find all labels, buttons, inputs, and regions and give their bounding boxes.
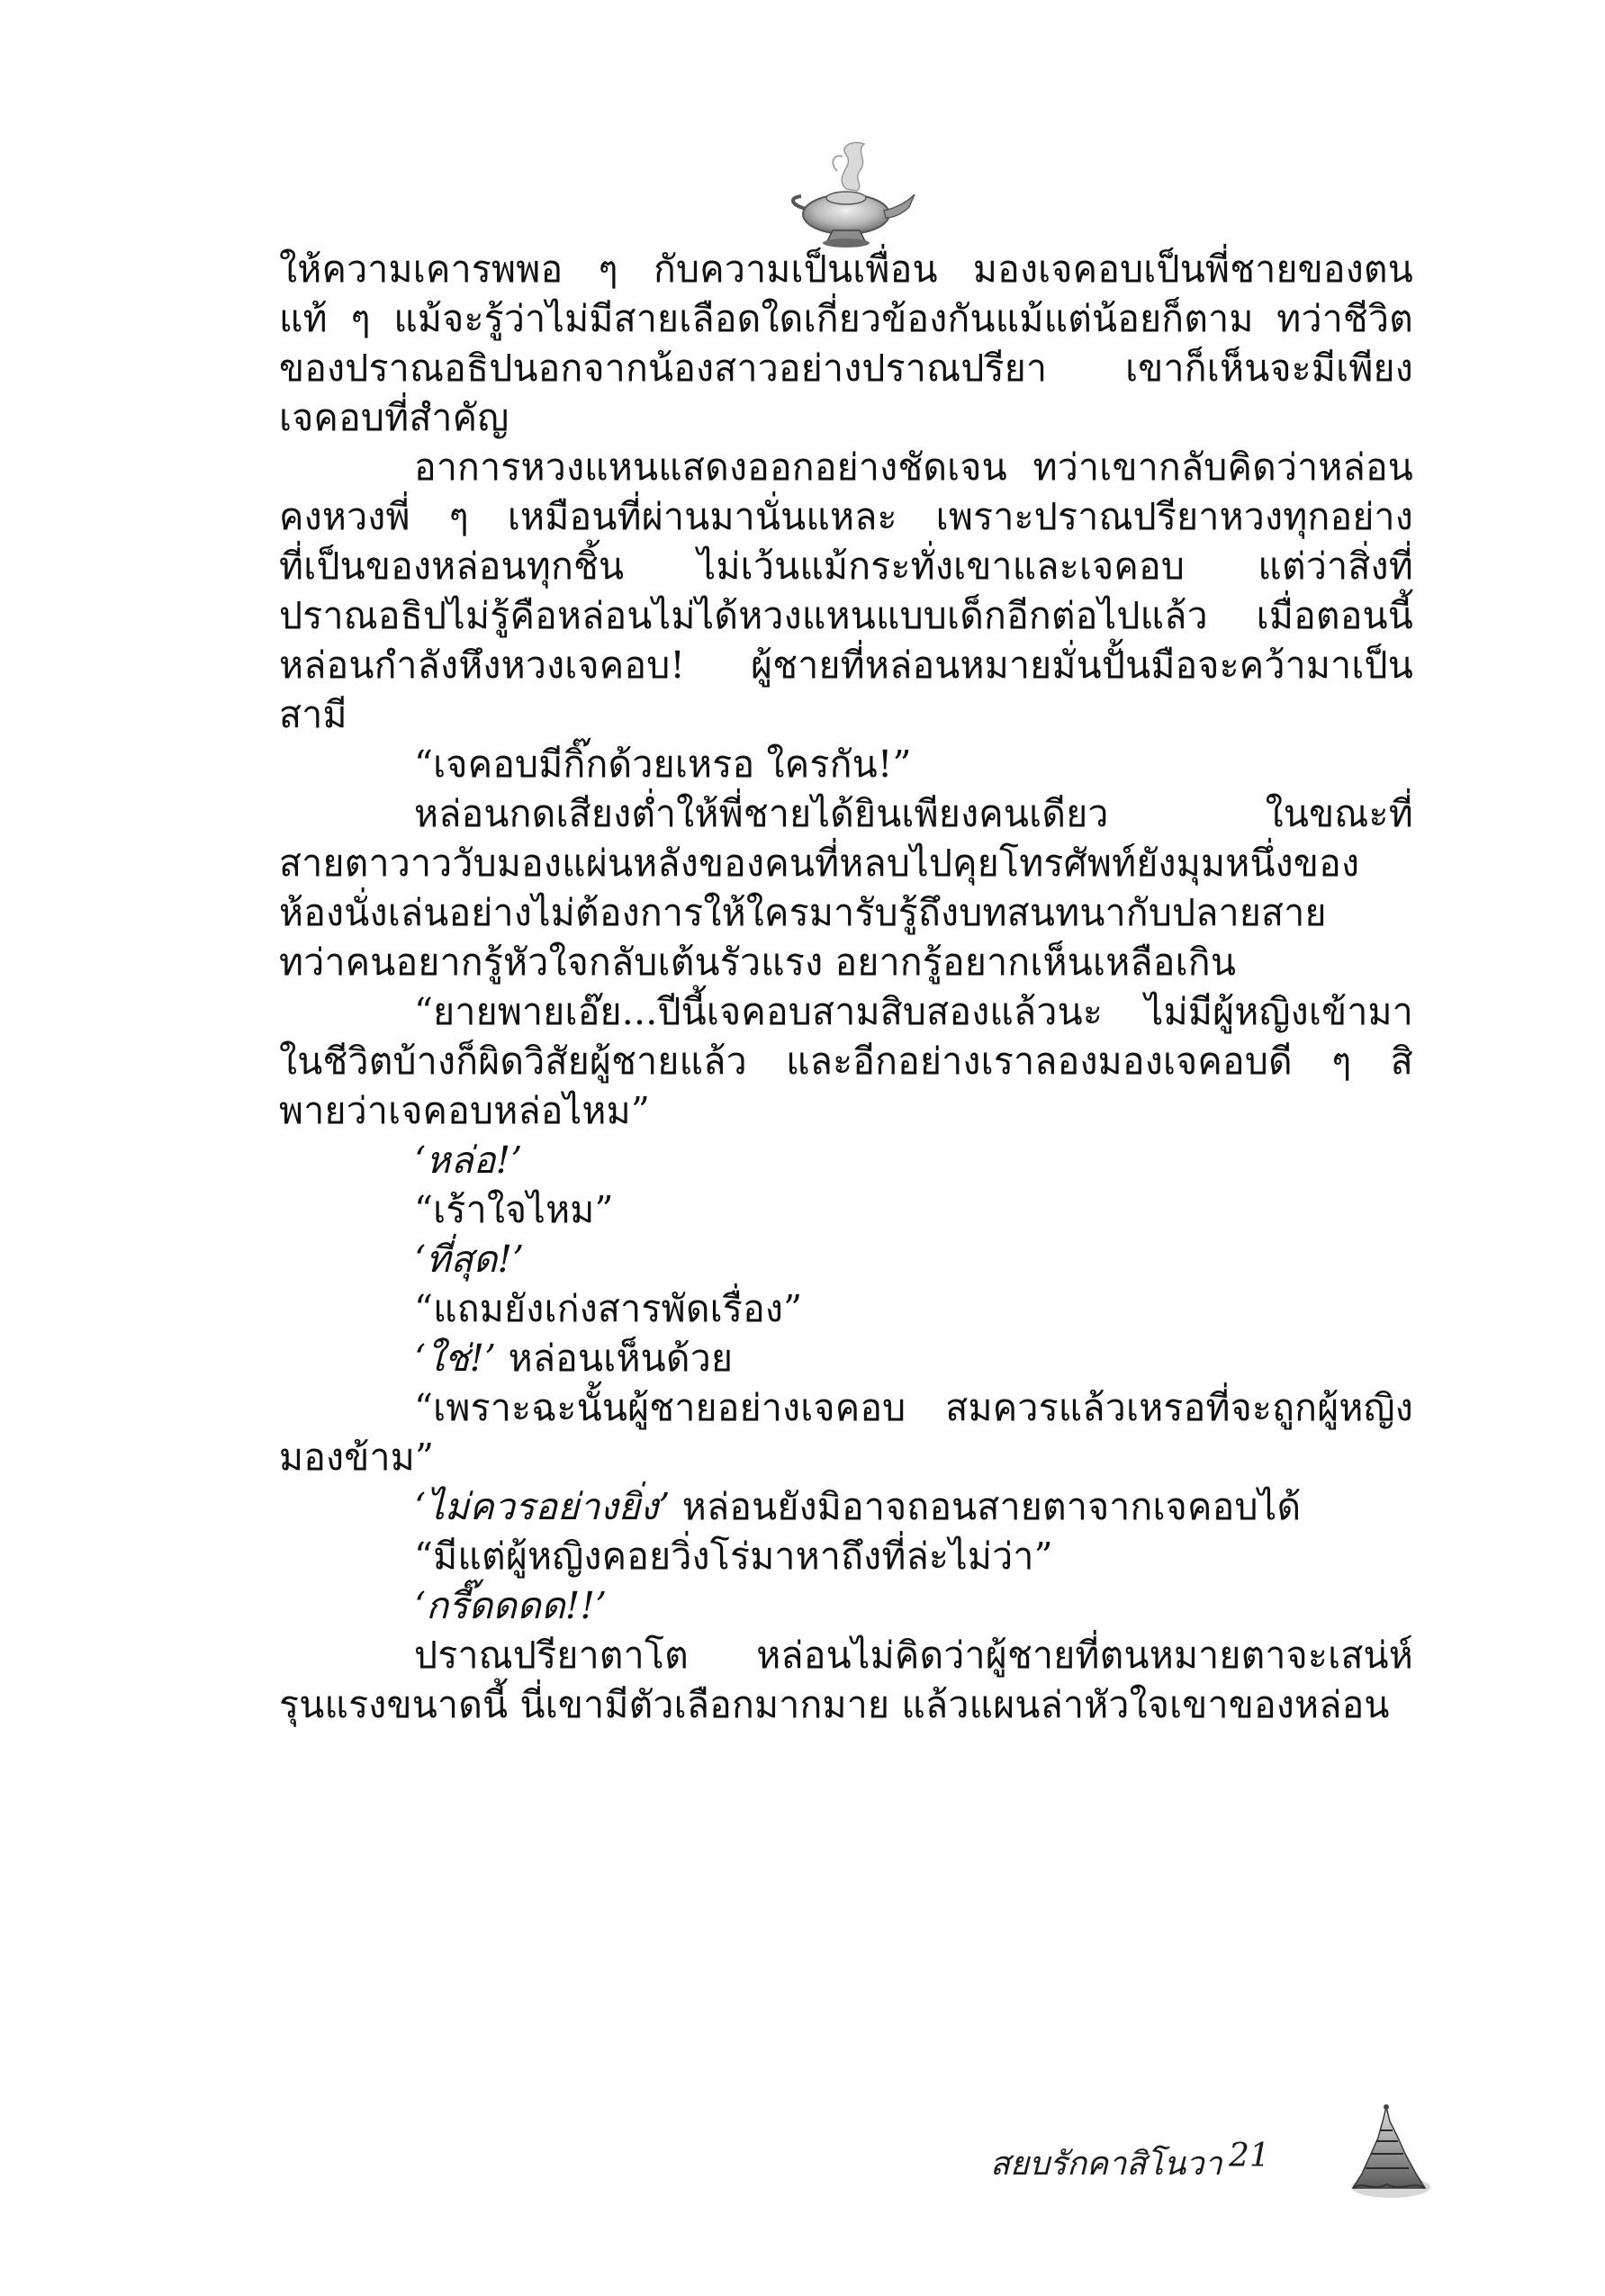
text-line (279, 245, 1413, 294)
text-line (279, 591, 1413, 641)
text-line (279, 1136, 1413, 1185)
line-text: ให้ความเคารพพอ ๆ กับความเป็นเพื่อน มองเจคอบเป็นพี่ชายของตน (279, 248, 1413, 291)
line-text: อาการหวงแหนแสดงออกอย่างชัดเจน ทว่าเขากลับคิดว่าหล่อน (414, 446, 1413, 489)
text-line (279, 443, 1413, 492)
line-tail-text: หล่อนยังมิอาจถอนสายตาจากเจคอบได้ (670, 1485, 1302, 1528)
text-line (279, 1235, 1413, 1284)
line-text: รุนแรงขนาดนี้ นี่เขามีตัวเลือกมากมาย แล้วแผนล่าหัวใจเขาของหล่อน (279, 1683, 1390, 1726)
line-tail-text: หล่อนเห็นด้วย (496, 1337, 734, 1380)
line-text: ปราณอธิปไม่รู้คือหล่อนไม่ได้หวงแหนแบบเด็กอีกต่อไปแล้ว เมื่อตอนนี้ (279, 594, 1413, 637)
text-line (279, 1581, 1413, 1631)
text-line (279, 1383, 1413, 1433)
line-text: ของปราณอธิปนอกจากน้องสาวอย่างปราณปรียา เขาก็เห็นจะมีเพียง (279, 347, 1413, 390)
text-line (279, 1334, 1413, 1383)
text-line (279, 1433, 1413, 1482)
text-line (279, 1284, 1413, 1334)
book-title: สยบรักคาสิโนวา (990, 2146, 1222, 2183)
text-line (279, 1185, 1413, 1235)
temple-ornament-icon (1346, 2102, 1431, 2201)
text-line (279, 1532, 1413, 1581)
italic-thought: ‘ใช่!’ (414, 1337, 497, 1380)
line-text: ห้องนั่งเล่นอย่างไม่ต้องการให้ใครมารับรู้ถึงบทสนทนากับปลายสาย (279, 891, 1327, 934)
line-text: “เร้าใจไหม” (414, 1188, 614, 1231)
line-text: “แถมยังเก่งสารพัดเรื่อง” (414, 1287, 803, 1330)
oil-lamp-icon (783, 135, 918, 252)
text-line (279, 1631, 1413, 1680)
line-text: “มีแต่ผู้หญิงคอยวิ่งโร่มาหาถึงที่ล่ะไม่ว่า” (414, 1535, 1053, 1578)
line-text: “เพราะฉะนั้นผู้ชายอย่างเจคอบ สมควรแล้วเหรอที่จะถูกผู้หญิง (414, 1386, 1413, 1429)
line-text: ในชีวิตบ้างก็ผิดวิสัยผู้ชายแล้ว และอีกอย่างเราลองมองเจคอบดี ๆ สิ (279, 1040, 1413, 1083)
text-line (279, 492, 1413, 542)
line-text: “เจคอบมีกิ๊กด้วยเหรอ ใครกัน!” (414, 743, 912, 786)
line-text: หล่อนกำลังหึงหวงเจคอบ! ผู้ชายที่หล่อนหมายมั่นปั้นมือจะคว้ามาเป็น (279, 644, 1413, 687)
text-line (279, 938, 1413, 987)
line-text: สามี (279, 693, 347, 736)
text-line (279, 344, 1413, 393)
italic-thought: ‘หล่อ!’ (414, 1139, 523, 1182)
line-text: แท้ ๆ แม้จะรู้ว่าไม่มีสายเลือดใดเกี่ยวข้องกันแม้แต่น้อยก็ตาม ทว่าชีวิต (279, 297, 1413, 340)
page-footer (990, 2097, 1422, 2205)
text-line (279, 987, 1413, 1037)
italic-thought: ‘กรี๊ดดดด!!’ (414, 1584, 608, 1627)
line-text: ทว่าคนอยากรู้หัวใจกลับเต้นรัวแรง อยากรู้อยากเห็นเหลือเกิน (279, 941, 1237, 984)
text-line (279, 740, 1413, 789)
page-number: 21 (1229, 2138, 1270, 2174)
text-line (279, 542, 1413, 591)
line-text: มองข้าม” (279, 1436, 435, 1479)
text-line (279, 1086, 1413, 1136)
body-text (279, 245, 1413, 1730)
text-line (279, 294, 1413, 344)
line-text: “ยายพายเอ๊ย...ปีนี้เจคอบสามสิบสองแล้วนะ ไม่มีผู้หญิงเข้ามา (414, 990, 1413, 1033)
line-text: หล่อนกดเสียงต่ำให้พี่ชายได้ยินเพียงคนเดียว ในขณะที่ (414, 792, 1413, 835)
line-text: สายตาวาววับมองแผ่นหลังของคนที่หลบไปคุยโทรศัพท์ยังมุมหนึ่งของ (279, 842, 1360, 885)
italic-thought: ‘ไม่ควรอย่างยิ่ง’ (414, 1485, 671, 1528)
line-text: คงหวงพี่ ๆ เหมือนที่ผ่านมานั่นแหละ เพราะปราณปรียาหวงทุกอย่าง (279, 495, 1413, 538)
text-line (279, 641, 1413, 690)
text-line (279, 839, 1413, 888)
text-line (279, 393, 1413, 443)
italic-thought: ‘ที่สุด!’ (414, 1238, 525, 1281)
text-line (279, 888, 1413, 938)
text-line (279, 690, 1413, 740)
line-text: เจคอบที่สำคัญ (279, 396, 509, 439)
text-line (279, 1680, 1413, 1730)
line-text: ปราณปรียาตาโต หล่อนไม่คิดว่าผู้ชายที่ตนหมายตาจะเสน่ห์ (414, 1634, 1413, 1677)
line-text: ที่เป็นของหล่อนทุกชิ้น ไม่เว้นแม้กระทั่งเขาและเจคอบ แต่ว่าสิ่งที่ (279, 545, 1413, 588)
text-line (279, 789, 1413, 839)
text-line (279, 1037, 1413, 1086)
text-line (279, 1482, 1413, 1532)
line-text: พายว่าเจคอบหล่อไหม” (279, 1089, 651, 1132)
